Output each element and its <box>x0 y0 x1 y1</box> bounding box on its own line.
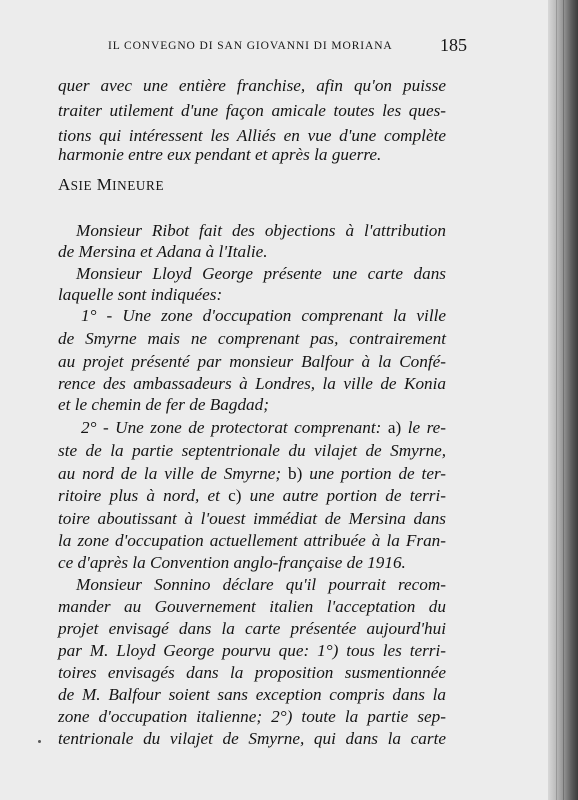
item2-line: 2° - Une zone de protectorat comprenant: a) le re- <box>81 418 447 437</box>
intro-line: traiter utilement d'une façon amicale toutes les ques- <box>58 101 446 120</box>
sonnino-line: Monsieur Sonnino déclare qu'il pourrait recom- <box>76 575 446 594</box>
sonnino-line: tentrionale du vilajet de Smyrne, qui dans la carte <box>58 729 446 748</box>
list-marker: a) <box>387 418 402 437</box>
heading-initial: A <box>58 175 71 194</box>
list-marker: b) <box>287 464 303 483</box>
scan-speck <box>38 740 41 743</box>
item1-line: de Smyrne mais ne comprenant pas, contrairement <box>58 329 446 348</box>
intro-line: quer avec une entière franchise, afin qu'on puisse <box>58 76 446 95</box>
item1-line: au projet présenté par monsieur Balfour à la Confé- <box>58 352 446 371</box>
item1-line: rence des ambassadeurs à Londres, la ville de Konia <box>58 374 446 393</box>
heading-smallcaps: INEURE <box>112 178 165 193</box>
sonnino-line: mander au Gouvernement italien l'acceptation du <box>58 597 446 616</box>
intro-line: tions qui intéressent les Alliés en vue d'une complète <box>58 126 446 145</box>
item2-line: au nord de la ville de Smyrne; b) une portion de ter- <box>58 464 447 483</box>
heading-smallcaps: SIE <box>70 178 93 193</box>
item2-line: ritoire plus à nord, et c) une autre portion de terri- <box>58 486 446 505</box>
sonnino-line: zone d'occupation italienne; 2°) toute la partie sep- <box>58 707 446 726</box>
ribot-line: de Mersina et Adana à l'Italie. <box>58 242 268 261</box>
item2-line: ce d'après la Convention anglo-française de 1916. <box>58 553 406 572</box>
item2-line: la zone d'occupation actuellement attribuée à la Fran- <box>58 531 446 550</box>
item1-line: 1° - Une zone d'occupation comprenant la ville <box>81 306 446 325</box>
lloyd-line: laquelle sont indiquées: <box>58 285 223 304</box>
list-marker: c) <box>228 486 242 505</box>
lloyd-line: Monsieur Lloyd George présente une carte dans <box>76 264 446 283</box>
page-edge-shadow <box>548 0 578 800</box>
sonnino-line: projet envisagé dans la carte présentée aujourd'hui <box>58 619 446 638</box>
sonnino-line: de M. Balfour soient sans exception compris dans la <box>58 685 446 704</box>
heading-initial: M <box>96 175 113 194</box>
running-head: IL CONVEGNO DI SAN GIOVANNI DI MORIANA <box>108 40 393 52</box>
intro-line: harmonie entre eux pendant et après la guerre. <box>58 145 382 164</box>
sonnino-line: toires envisagés dans la proposition susmentionnée <box>58 663 446 682</box>
item1-line: et le chemin de fer de Bagdad; <box>58 395 269 414</box>
page-number: 185 <box>440 35 467 55</box>
sonnino-line: par M. Lloyd George pourvu que: 1°) tous les terri- <box>58 641 446 660</box>
ribot-line: Monsieur Ribot fait des objections à l'attribution <box>76 221 446 240</box>
section-heading <box>58 175 164 195</box>
item2-line: toire aboutissant à l'ouest immédiat de Mersina dans <box>58 509 446 528</box>
item2-line: ste de la partie septentrionale du vilajet de Smyrne, <box>58 441 446 460</box>
